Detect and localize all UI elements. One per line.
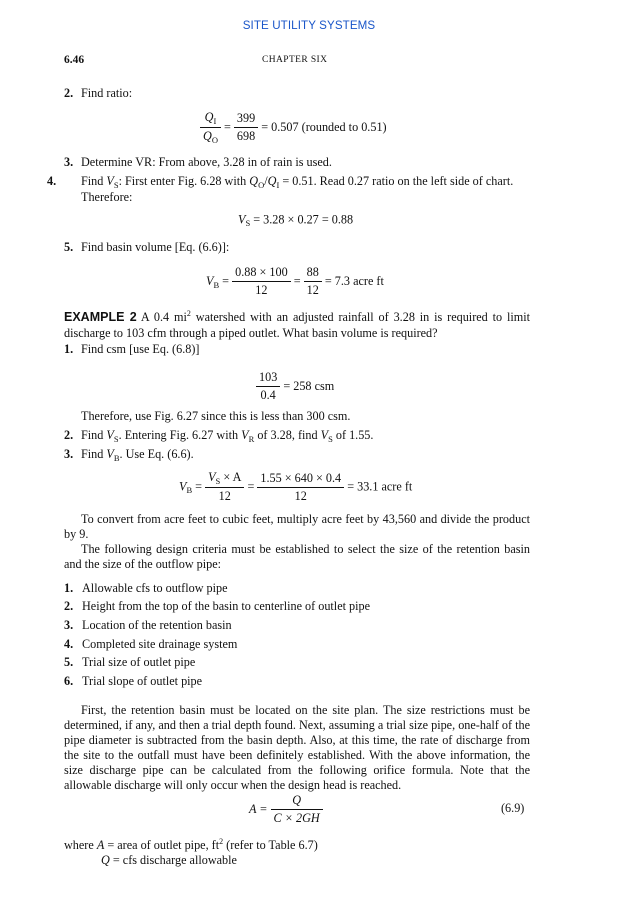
step-2: 2. Find ratio: xyxy=(64,86,133,100)
criteria-item: 3. Location of the retention basin xyxy=(64,618,232,632)
criteria-item: 1. Allowable cfs to outflow pipe xyxy=(64,581,228,595)
equation-number: (6.9) xyxy=(501,801,525,815)
chapter-label: CHAPTER SIX xyxy=(262,55,328,65)
step-3: 3. Determine VR: From above, 3.28 in of rain is used. xyxy=(64,155,332,169)
page-number: 6.46 xyxy=(64,54,85,66)
equation-vb-2: $V_B$ = $\frac{V_S \times A}{12}$ = $\frac{1.55 \times 640 \times 0.4}{12}$ = 33.1 acre ft xyxy=(179,470,413,503)
example-2-intro: EXAMPLE 2 A 0.4 $mi^2$ watershed with an adjusted rainfall of 3.28 in is required to limit discharge to 103 cfm through a piped outlet. What basin volume is required? xyxy=(64,309,531,340)
equation-vs: $V_S = 3.28 \times 0.27 = 0.88$ xyxy=(238,212,354,229)
criteria-item: 2. Height from the top of the basin to centerline of outlet pipe xyxy=(64,599,371,613)
step-5: 5. Find basin volume [Eq. (6.6)]: xyxy=(64,240,230,254)
criteria-paragraph: The following design criteria must be established to select the size of the retention basin and the size of the outflow pipe: xyxy=(64,542,530,571)
convert-paragraph: To convert from acre feet to cubic feet, multiply acre feet by 43,560 and divide the product by 9. xyxy=(64,512,530,541)
running-header: SITE UTILITY SYSTEMS xyxy=(242,19,376,32)
where-a: where A = area of outlet pipe, $ft^2$ (refer to Table 6.7) xyxy=(64,837,318,852)
equation-6-9: A = $\frac{Q}{C \times 2GH}$ xyxy=(249,793,323,826)
example-step-2: 2. Find $V_S$. Entering Fig. 6.27 with $V_R$ of 3.28, find $V_S$ of 1.55. xyxy=(64,428,374,444)
example-step-1: 1. Find csm [use Eq. (6.8)] xyxy=(64,342,200,356)
equation-csm: $\frac{103}{0.4}$ = 258 csm xyxy=(256,370,334,403)
example-step-3: 3. Find $V_B$. Use Eq. (6.6). xyxy=(64,447,194,463)
equation-ratio: $\frac{Q_I}{Q_O}$ = $\frac{399}{698}$ = 0.507 (rounded to 0.51) xyxy=(200,110,387,145)
criteria-item: 6. Trial slope of outlet pipe xyxy=(64,674,203,688)
where-q: Q = cfs discharge allowable xyxy=(101,853,237,867)
example-2-label: EXAMPLE 2 xyxy=(64,310,137,324)
criteria-item: 4. Completed site drainage system xyxy=(64,637,238,651)
first-paragraph: First, the retention basin must be located on the site plan. The size restrictions must be determined, if any, and then a trial depth found. Next, assuming a trial size pipe, one-half of the pipe diameter is subtracted from the basin depth. Also, at this time, the rate of discharge from the site to the outfall must have been definitely established. With the above information, the size discharge pipe can be calculated from the following orifice formula. Note that the allowable discharge will only occur when the design head is reached. xyxy=(64,703,530,792)
step-4: 4. Find $V_S$: First enter Fig. 6.28 with $Q_O/Q_I = 0.51$. Read 0.27 ratio on the left side of chart. Therefore: xyxy=(47,174,514,204)
equation-vb: $V_B$ = $\frac{0.88 \times 100}{12}$ = $\frac{88}{12}$ = 7.3 acre ft xyxy=(206,265,384,297)
criteria-item: 5. Trial size of outlet pipe xyxy=(64,655,196,669)
therefore-line: Therefore, use Fig. 6.27 since this is less than 300 csm. xyxy=(81,409,351,423)
